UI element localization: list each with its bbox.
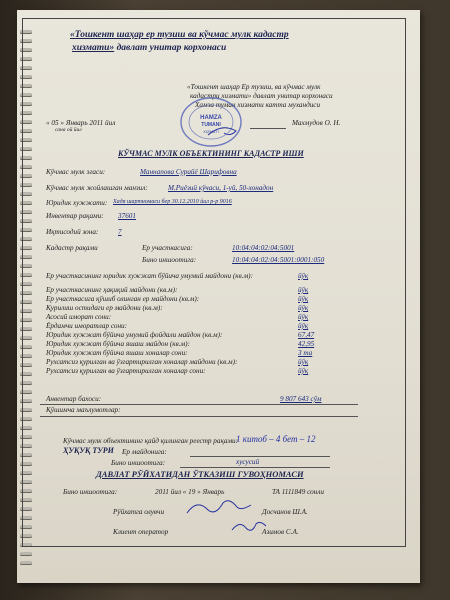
building-value: 10:04:04:02:04:5001:0001:050	[232, 256, 325, 264]
registrar-signature	[185, 498, 255, 518]
registrar-label: Рўйхатга олувчи	[113, 508, 165, 516]
inventory-value: 37601	[118, 212, 136, 220]
area-row: Ер участкасининг юридик хужжат бўйича умумий майдони (кв.м):	[46, 272, 253, 280]
area-row: Рухсатсиз қурилган ва ўзгартирилган хоналар майдони (кв.м):	[46, 358, 238, 366]
building-issue-label: Бино иншоотига:	[63, 488, 118, 496]
rights-land-label: Ер майдонига:	[122, 448, 167, 456]
area-row-value: йўқ	[298, 322, 309, 330]
economic-zone-label: Иқтисодий зона:	[46, 228, 99, 236]
area-row: Юридик хужжат бўйича умумий фойдали майдон (кв.м):	[46, 331, 223, 339]
divider	[40, 416, 358, 417]
svg-text:TUMANI: TUMANI	[201, 122, 221, 128]
inventory-value-label: Анвентар бахоси:	[46, 395, 102, 403]
rights-type-label: ҲУҚУҚ ТУРИ	[63, 446, 114, 455]
land-plot-label: Ер участкасига:	[142, 244, 193, 252]
cadastral-number-label: Кадастр рақами	[46, 244, 98, 252]
field-line	[190, 456, 330, 457]
svg-text:HAMZA: HAMZA	[200, 115, 222, 121]
area-row: Ер участкасининг ҳақиқий майдони (кв.м):	[46, 286, 178, 294]
svg-text:XIZMATI: XIZMATI	[203, 129, 219, 134]
area-row-value: йўқ	[298, 367, 309, 375]
registry-label: Кўчмас мулк объектининг қайд қилинган реестр рақами:	[63, 437, 239, 445]
area-row-value: йўқ	[298, 304, 309, 312]
issue-date-caption: сана ой йил	[55, 127, 82, 133]
area-row-value: 3 та	[298, 349, 313, 357]
building-label: Бино иншоотига:	[142, 256, 197, 264]
official-stamp	[178, 95, 244, 149]
org-title-line2: хизмати» давлат унитар корхонаси	[72, 43, 227, 53]
registry-handwritten: 1 китоб – 4 бет – 12	[236, 434, 316, 444]
area-row: Асосий иморат сони:	[46, 313, 112, 321]
field-line	[180, 467, 330, 468]
operator-name: Азимов С.А.	[262, 528, 299, 536]
inventory-value-amount: 9 807 643 сўм	[280, 395, 322, 403]
issuer-line1: «Тошкент шаҳар Ер тузиш, ва кўчмас мулк	[187, 83, 321, 91]
area-row: Рухсатсиз қурилган ва ўзгартирилган хоналар сони:	[46, 367, 206, 375]
rights-building-label: Бино иншоотига:	[111, 459, 166, 467]
issuer-signatory: Махмудов О. Н.	[292, 119, 341, 127]
section-title: КЎЧМАС МУЛК ОБЪЕКТИНИНГ КАДАСТР ИШИ	[118, 149, 304, 158]
registrar-name: Досчанов Ш.А.	[262, 508, 308, 516]
area-row: Юридик хужжат бўйича яшаш майдон (кв.м):	[46, 340, 190, 348]
operator-label: Клиент оператор	[113, 528, 169, 536]
building-issue-date: 2011 йил « 19 » Январь	[155, 488, 225, 496]
org-title-line1: «Тошкент шаҳар ер тузиш ва кўчмас мулк кадастр	[70, 30, 289, 40]
area-row-value: йўқ	[298, 358, 309, 366]
owner-label: Кўчмас мулк эгаси:	[46, 168, 106, 176]
area-row-value: йўқ	[298, 313, 309, 321]
issuer-line2: кадастри хизмати» давлат унитар корхонаси	[190, 92, 333, 100]
owner-value: Маннапова Сурайё Шарифовна	[140, 168, 237, 176]
economic-zone-value: 7	[118, 228, 122, 236]
area-row-value: 67,47	[298, 331, 315, 339]
divider	[40, 404, 358, 405]
area-row-value: йўқ	[298, 286, 309, 294]
area-row: Юридик хужжат бўйича яшаш хоналар сони:	[46, 349, 188, 357]
additional-info-label: Қўшимча маълумотлар:	[46, 406, 121, 414]
operator-signature	[230, 518, 270, 534]
area-row-value: йўқ	[298, 272, 309, 280]
legal-doc-value: Хадя шартномаси бер 30.12.2010 йил р-р 9016	[113, 199, 232, 205]
area-row: Ер участкасига қўшиб олинган ер майдони (кв.м):	[46, 295, 200, 303]
issue-date: « 05 » Январь 2011 йил	[46, 119, 116, 127]
certificate-title: ДАВЛАТ РЎЙХАТИДАН ЎТКАЗИШ ГУВОҲНОМАСИ	[96, 469, 304, 479]
address-value: М.Риёзий кўчаси, 1-уй, 50-хонадон	[168, 184, 274, 192]
building-issue-number: ТА 1111849 сонли	[272, 488, 324, 496]
area-row-value: 42,95	[298, 340, 315, 348]
address-label: Кўчмас мулк жойлашган манзил:	[46, 184, 148, 192]
rights-building-value: хусусий	[236, 458, 260, 466]
legal-doc-label: Юридик хужжати:	[46, 199, 108, 207]
area-row: Ёрдамчи иморатлар сони:	[46, 322, 128, 330]
area-row-value: йўқ	[298, 295, 309, 303]
land-plot-value: 10:04:04:02:04:5001	[232, 244, 295, 252]
issuer-line3: Хамза туман хизмати катта мухандиси	[195, 101, 321, 109]
area-row: Қурилиш остидаги ер майдони (кв.м):	[46, 304, 163, 312]
inventory-label: Инвентар рақами:	[46, 212, 104, 220]
signature-line	[250, 128, 286, 129]
